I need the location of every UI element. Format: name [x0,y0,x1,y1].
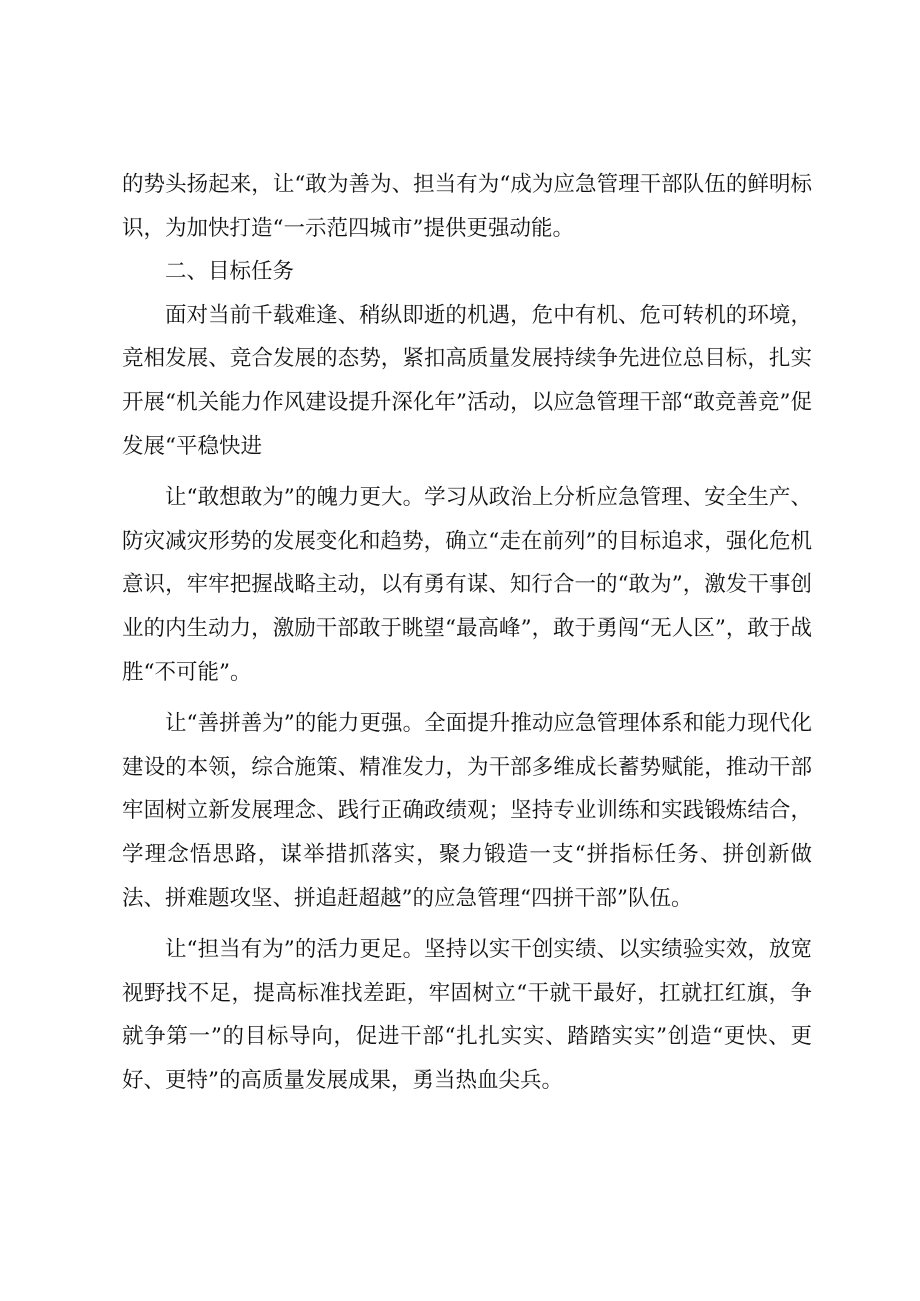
paragraph-intro-continuation: 的势头扬起来，让“敢为善为、担当有为“成为应急管理干部队伍的鲜明标识，为加快打造“一示范四城市”提供更强动能。 [122,172,812,241]
paragraph-take-responsibility: 让“担当有为”的活力更足。坚持以实干创实绩、以实绩验实效，放宽视野找不足，提高标准找差距，牢固树立“干就干最好，扛就扛红旗，争就争第一”的目标导向，促进干部“扎扎实实、踏踏实实”创造“更快、更好、更特”的高质量发展成果，勇当热血尖兵。 [122,937,812,1093]
paragraph-dare-to-act: 让“敢想敢为”的魄力更大。学习从政治上分析应急管理、安全生产、防灾减灾形势的发展变化和趋势，确立“走在前列”的目标追求，强化危机意识，牢牢把握战略主动，以有勇有谋、知行合一的“敢为”，激发干事创业的内生动力，激励干部敢于眺望“最高峰”，敢于勇闯“无人区”，敢于战胜“不可能”。 [122,485,812,685]
document-body [122,163,812,1102]
paragraph-good-at-striving: 让“善拼善为”的能力更强。全面提升推动应急管理体系和能力现代化建设的本领，综合施策、精准发力，为干部多维成长蓄势赋能，推动干部牢固树立新发展理念、践行正确政绩观；坚持专业训练和实践锻炼结合，学理念悟思路，谋举措抓落实，聚力锻造一支“拼指标任务、拼创新做法、拼难题攻坚、拼追赶超越”的应急管理“四拼干部”队伍。 [122,711,812,911]
section-heading-goals-tasks: 二、目标任务 [165,259,295,285]
paragraph-goals-overview: 面对当前千载难逢、稍纵即逝的机遇，危中有机、危可转机的环境，竞相发展、竞合发展的态势，紧扣高质量发展持续争先进位总目标，扎实开展“机关能力作风建设提升深化年”活动，以应急管理干部“敢竞善竞”促发展“平稳快进 [122,302,812,459]
